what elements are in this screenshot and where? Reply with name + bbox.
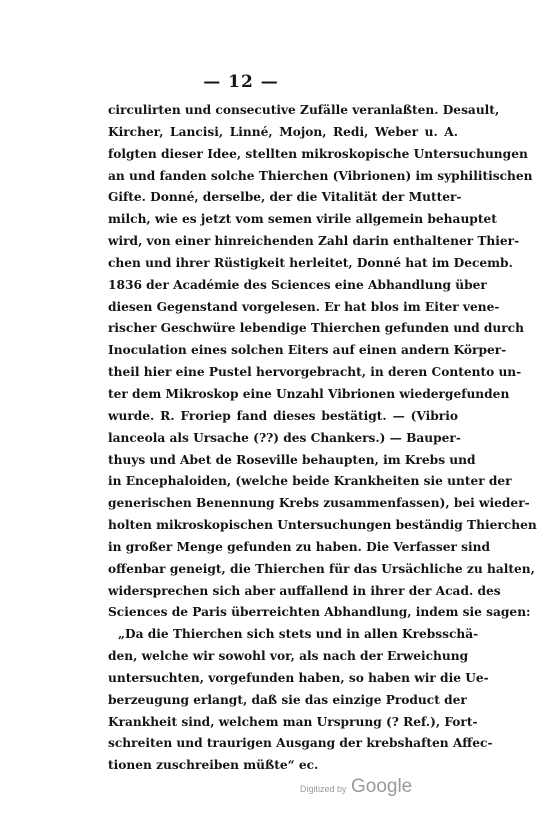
text-line: wurde. R. Froriep fand dieses bestätigt. — (Vibrio: [108, 408, 458, 423]
quote-line: schreiten und traurigen Ausgang der krebshaften Affec-: [108, 736, 493, 751]
text-line: offenbar geneigt, die Thierchen für das Ursächliche zu halten,: [108, 561, 535, 576]
quote-line: berzeugung erlangt, daß sie das einzige Product der: [108, 692, 467, 707]
quote-line: den, welche wir sowohl vor, als nach der Erweichung: [108, 649, 469, 664]
google-logo: Google: [350, 776, 413, 797]
text-line: theil hier eine Pustel hervorgebracht, in deren Contento un-: [108, 365, 522, 380]
text-line: Sciences de Paris überreichten Abhandlung, indem sie sagen:: [108, 605, 531, 620]
quote-line: Krankheit sind, welchem man Ursprung (? Ref.), Fort-: [108, 714, 478, 729]
quote-line: untersuchten, vorgefunden haben, so haben wir die Ue-: [108, 670, 489, 685]
text-line: Gifte. Donné, derselbe, der die Vitalität der Mutter-: [108, 190, 462, 205]
text-line: ter dem Mikroskop eine Unzahl Vibrionen wiedergefunden: [108, 386, 510, 401]
text-line: Kircher, Lancisi, Linné, Mojon, Redi, Weber u. A.: [108, 124, 458, 139]
text-line: generischen Benennung Krebs zusammenfassen), bei wieder-: [108, 496, 530, 511]
text-line: chen und ihrer Rüstigkeit herleitet, Donné hat im Decemb.: [108, 255, 513, 270]
quote-line: „Da die Thierchen sich stets und in allen Krebsschä-: [118, 627, 479, 642]
text-line: circulirten und consecutive Zufälle veranlaßten. Desault,: [108, 103, 500, 117]
page-number: — 12 —: [203, 72, 279, 92]
text-line: an und fanden solche Thierchen (Vibrionen) im syphilitischen: [108, 168, 533, 183]
text-line: 1836 der Académie des Sciences eine Abhandlung über: [108, 277, 487, 292]
text-line: in großer Menge gefunden zu haben. Die Verfasser sind: [108, 539, 490, 554]
text-line: holten mikroskopischen Untersuchungen beständig Thierchen: [108, 518, 537, 533]
text-line: folgten dieser Idee, stellten mikroskopische Untersuchungen: [108, 146, 528, 161]
text-line: Inoculation eines solchen Eiters auf einen andern Körper-: [108, 343, 507, 358]
body-text: [108, 100, 537, 777]
text-line: lanceola als Ursache (??) des Chankers.) — Bauper-: [108, 430, 461, 445]
watermark-prefix: Digitized by: [300, 784, 347, 794]
text-line: milch, wie es jetzt vom semen virile allgemein behauptet: [108, 212, 497, 227]
text-line: thuys und Abet de Roseville behaupten, im Krebs und: [108, 452, 476, 467]
text-line: in Encephaloiden, (welche beide Krankheiten sie unter der: [108, 474, 512, 489]
text-line: diesen Gegenstand vorgelesen. Er hat blos im Eiter vene-: [108, 299, 500, 314]
text-line: rischer Geschwüre lebendige Thierchen gefunden und durch: [108, 321, 524, 336]
digitized-watermark: [300, 776, 412, 798]
quote-line: tionen zuschreiben müßte“ ec.: [108, 758, 319, 773]
text-line: wird, von einer hinreichenden Zahl darin enthaltener Thier-: [108, 234, 520, 249]
text-line: widersprechen sich aber auffallend in ihrer der Acad. des: [108, 583, 501, 598]
